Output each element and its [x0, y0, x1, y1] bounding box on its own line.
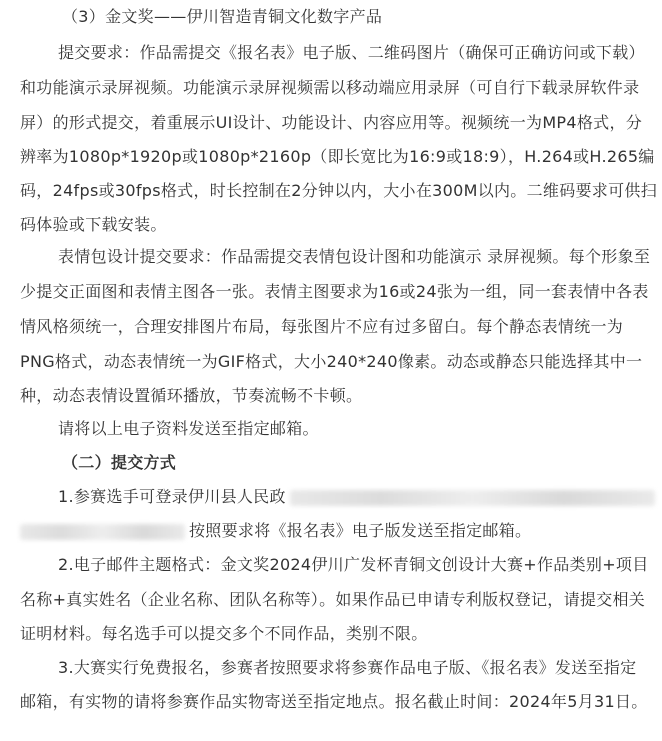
- item-1-line-1: [58, 487, 655, 507]
- item-2-line-2: 名称+真实姓名（企业名称、团队名称等）。如果作品已申请专利版权登记，请提交相关: [20, 590, 646, 609]
- paragraph-1-line-4: 辨率为1080p*1920p或1080p*2160p（即长宽比为16:9或18:9），H.264或H.265编: [20, 147, 655, 166]
- item-1-line-2: [20, 521, 531, 541]
- paragraph-1-line-1: 提交要求：作品需提交《报名表》电子版、二维码图片（确保可正确访问或下载）: [58, 43, 645, 62]
- paragraph-1-line-3: 屏）的形式提交，着重展示UI设计、功能设计、内容应用等。视频统一为MP4格式，分: [20, 113, 643, 132]
- item-2-line-1: 2.电子邮件主题格式：金文奖2024伊川广发杯青铜文创设计大赛+作品类别+项目: [58, 555, 649, 574]
- paragraph-2-line-5: 种，动态表情设置循环播放，节奏流畅不卡顿。: [20, 386, 363, 405]
- item-1-line-2-text: 按照要求将《报名表》电子版发送至指定邮箱。: [189, 521, 532, 540]
- redacted-text-blur: [290, 490, 655, 506]
- paragraph-2-line-1: 表情包设计提交要求：作品需提交表情包设计图和功能演示 录屏视频。每个形象至: [58, 247, 651, 266]
- section-3-heading: （3）金文奖——伊川智造青铜文化数字产品: [62, 7, 383, 26]
- item-1-line-1-text: 1.参赛选手可登录伊川县人民政: [58, 487, 286, 506]
- item-2-line-3: 证明材料。每名选手可以提交多个不同作品，类别不限。: [20, 624, 428, 643]
- send-note: 请将以上电子资料发送至指定邮箱。: [58, 419, 319, 438]
- paragraph-2-line-3: 情风格须统一，合理安排图片布局，每张图片不应有过多留白。每个静态表情统一为: [20, 317, 624, 336]
- paragraph-1-line-6: 码体验或下载安装。: [20, 215, 167, 234]
- paragraph-1-line-5: 码，24fps或30fps格式，时长控制在2分钟以内，大小在300M以内。二维码要求可供扫: [20, 181, 657, 200]
- paragraph-2-line-4: PNG格式，动态表情统一为GIF格式，大小240*240像素。动态或静态只能选择其中一: [20, 352, 643, 371]
- item-3-line-1: 3.大赛实行免费报名，参赛者按照要求将参赛作品电子版、《报名表》发送至指定: [58, 658, 637, 677]
- item-3-line-2: 邮箱，有实物的请将参赛作品实物寄送至指定地点。报名截止时间：2024年5月31日。: [20, 692, 648, 711]
- redacted-text-blur: [20, 524, 185, 540]
- paragraph-1-line-2: 和功能演示录屏视频。功能演示录屏视频需以移动端应用录屏（可自行下载录屏软件录: [20, 78, 640, 97]
- paragraph-2-line-2: 少提交正面图和表情主图各一张。表情主图要求为16或24张为一组，同一套表情中各表: [20, 282, 649, 301]
- section-2-heading: （二）提交方式: [62, 453, 177, 472]
